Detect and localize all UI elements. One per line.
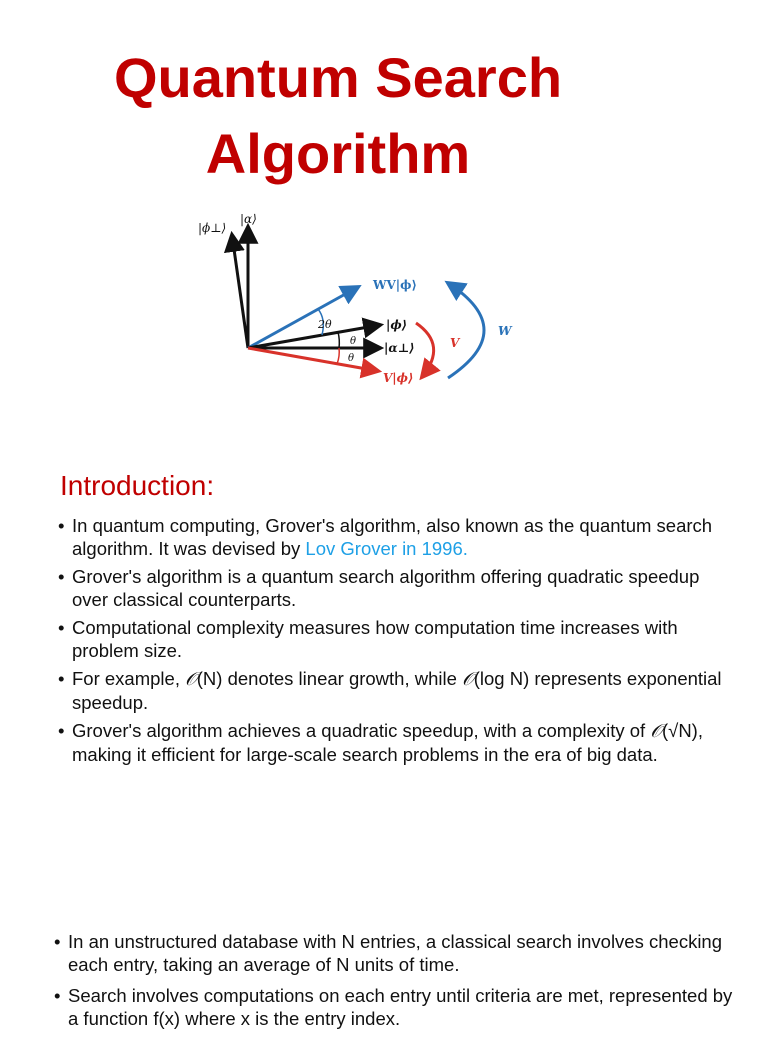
bullet-text: In an unstructured database with N entries, a classical search involves checking each entry, taking an average of N units of time. <box>68 931 723 975</box>
list-item <box>58 514 738 560</box>
introduction-bullet-list <box>58 514 738 771</box>
label-alpha: |α⟩ <box>240 212 257 226</box>
v-phi-vector <box>248 348 378 371</box>
label-v: V <box>450 336 460 350</box>
big-o-symbol: 𝒪 <box>462 669 474 690</box>
angle-arc-theta-1 <box>338 332 339 348</box>
angle-arc-theta-2 <box>337 348 339 364</box>
list-item <box>58 719 738 766</box>
search-bullet-list <box>54 930 744 1038</box>
list-item <box>54 930 744 976</box>
v-rotation-arrow <box>416 323 434 377</box>
title-line-2: Algorithm <box>205 122 471 185</box>
bullet-text: (N) denotes linear growth, while <box>196 668 463 689</box>
grover-rotation-diagram <box>190 205 520 390</box>
label-wv-phi: WV|ϕ⟩ <box>373 278 417 292</box>
big-o-symbol: 𝒪 <box>185 669 197 690</box>
label-phi-perp: |ϕ⊥⟩ <box>198 221 227 235</box>
introduction-heading: Introduction: <box>60 470 215 501</box>
label-theta-2: θ <box>348 353 355 364</box>
label-alpha-perp: |α⊥⟩ <box>384 341 415 355</box>
bullet-text: Computational complexity measures how computation time increases with problem size. <box>72 617 678 661</box>
phi-perp-vector <box>232 235 248 348</box>
list-item <box>58 565 738 611</box>
lov-grover-link[interactable]: Lov Grover in 1996. <box>305 538 468 559</box>
page-title <box>0 40 676 192</box>
list-item <box>58 616 738 662</box>
bullet-text: Search involves computations on each entry until criteria are met, represented by a function f(x) where x is the entry index. <box>68 985 733 1029</box>
bullet-text: (log N) represents exponential speedup. <box>72 668 722 713</box>
label-v-phi: V|ϕ⟩ <box>383 371 414 385</box>
bullet-text: For example, <box>72 668 186 689</box>
label-w: W <box>498 324 512 338</box>
list-item <box>58 667 738 714</box>
bullet-text: (√N), making it efficient for large-scale search problems in the era of big data. <box>72 720 703 765</box>
bullet-text: Grover's algorithm achieves a quadratic speedup, with a complexity of <box>72 720 651 741</box>
title-line-1: Quantum Search <box>113 46 563 109</box>
list-item <box>54 984 744 1030</box>
bullet-text: In quantum computing, Grover's algorithm, also known as the quantum search algorithm. It was devised by <box>72 515 713 559</box>
label-theta-1: θ <box>350 336 357 347</box>
label-phi: |ϕ⟩ <box>386 318 408 332</box>
w-rotation-arrow <box>448 283 484 378</box>
big-o-symbol: 𝒪 <box>650 721 662 742</box>
label-2theta: 2θ <box>318 318 332 331</box>
bullet-text: Grover's algorithm is a quantum search algorithm offering quadratic speedup over classical counterparts. <box>72 566 700 610</box>
